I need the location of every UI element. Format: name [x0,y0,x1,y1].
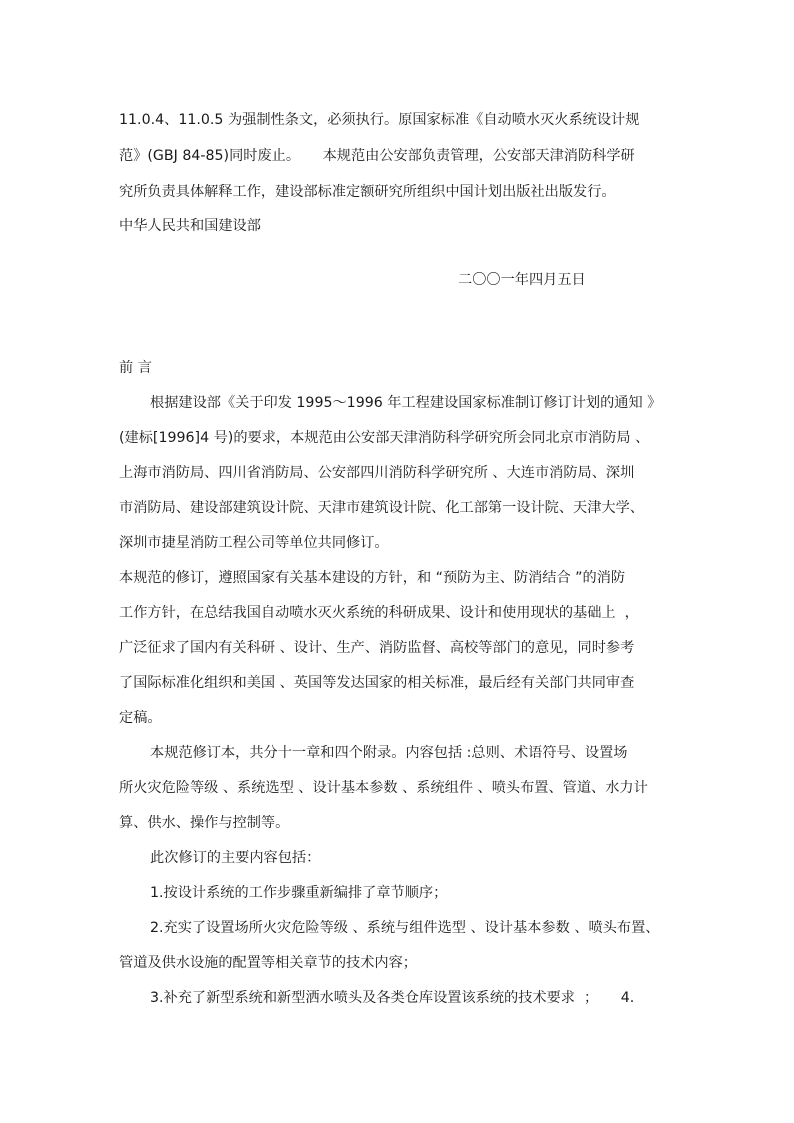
intro-line-3: 究所负责具体解释工作，建设部标准定额研究所组织中国计划出版社出版发行。 [119,184,616,200]
preface-line-12: 所火灾危险等级 、系统选型 、设计基本参数 、系统组件 、喷头布置、管道、水力计 [119,780,648,796]
preface-line-14: 此次修订的主要内容包括： [150,850,321,866]
preface-line-9: 了国际标准化组织和美国 、英国等发达国家的相关标准，最后经有关部门共同审查 [119,675,635,691]
preface-line-6: 本规范的修订，遵照国家有关基本建设的方针，和 “预防为主、防消结合 ”的消防 [119,570,626,586]
preface-line-15: 1.按设计系统的工作步骤重新编排了章节顺序； [150,885,448,901]
preface-line-10: 定稿。 [119,710,162,726]
preface-line-8: 广泛征求了国内有关科研 、设计、生产、消防监督、高校等部门的意见，同时参考 [119,640,635,656]
preface-line-2: (建标[1996]4 号)的要求，本规范由公安部天津消防科学研究所会同北京市消防局 、 [119,430,650,446]
date-line: 二〇〇一年四月五日 [458,272,586,288]
preface-line-5: 深圳市捷星消防工程公司等单位共同修订。 [119,535,389,551]
preface-line-17: 管道及供水设施的配置等相关章节的技术内容； [119,955,417,971]
preface-line-11: 本规范修订本，共分十一章和四个附录。内容包括 :总则、术语符号、设置场 [150,745,628,761]
preface-line-16: 2.充实了设置场所火灾危险等级 、系统与组件选型 、设计基本参数 、喷头布置、 [150,920,660,936]
preface-title: 前 言 [119,360,152,376]
intro-line-2: 范》(GBJ 84-85)同时废止。 本规范由公安部负责管理，公安部天津消防科学研 [119,148,635,164]
preface-line-7: 工作方针，在总结我国自动喷水灭火系统的科研成果、设计和使用现状的基础上 ， [119,605,639,621]
issuer-line: 中华人民共和国建设部 [119,218,261,234]
preface-line-18: 3.补充了新型系统和新型洒水喷头及各类仓库设置该系统的技术要求 ； 4. [150,990,635,1006]
preface-line-3: 上海市消防局、四川省消防局、公安部四川消防科学研究所 、大连市消防局、深圳 [119,465,635,481]
intro-line-1: 11.0.4、11.0.5 为强制性条文，必须执行。原国家标准《自动喷水灭火系统设计规 [119,112,640,128]
preface-line-1: 根据建设部《关于印发 1995～1996 年工程建设国家标准制订修订计划的通知 》 [150,395,662,411]
preface-line-4: 市消防局、建设部建筑设计院、天津市建筑设计院、化工部第一设计院、天津大学、 [119,500,644,516]
preface-line-13: 算、供水、操作与控制等。 [119,815,290,831]
